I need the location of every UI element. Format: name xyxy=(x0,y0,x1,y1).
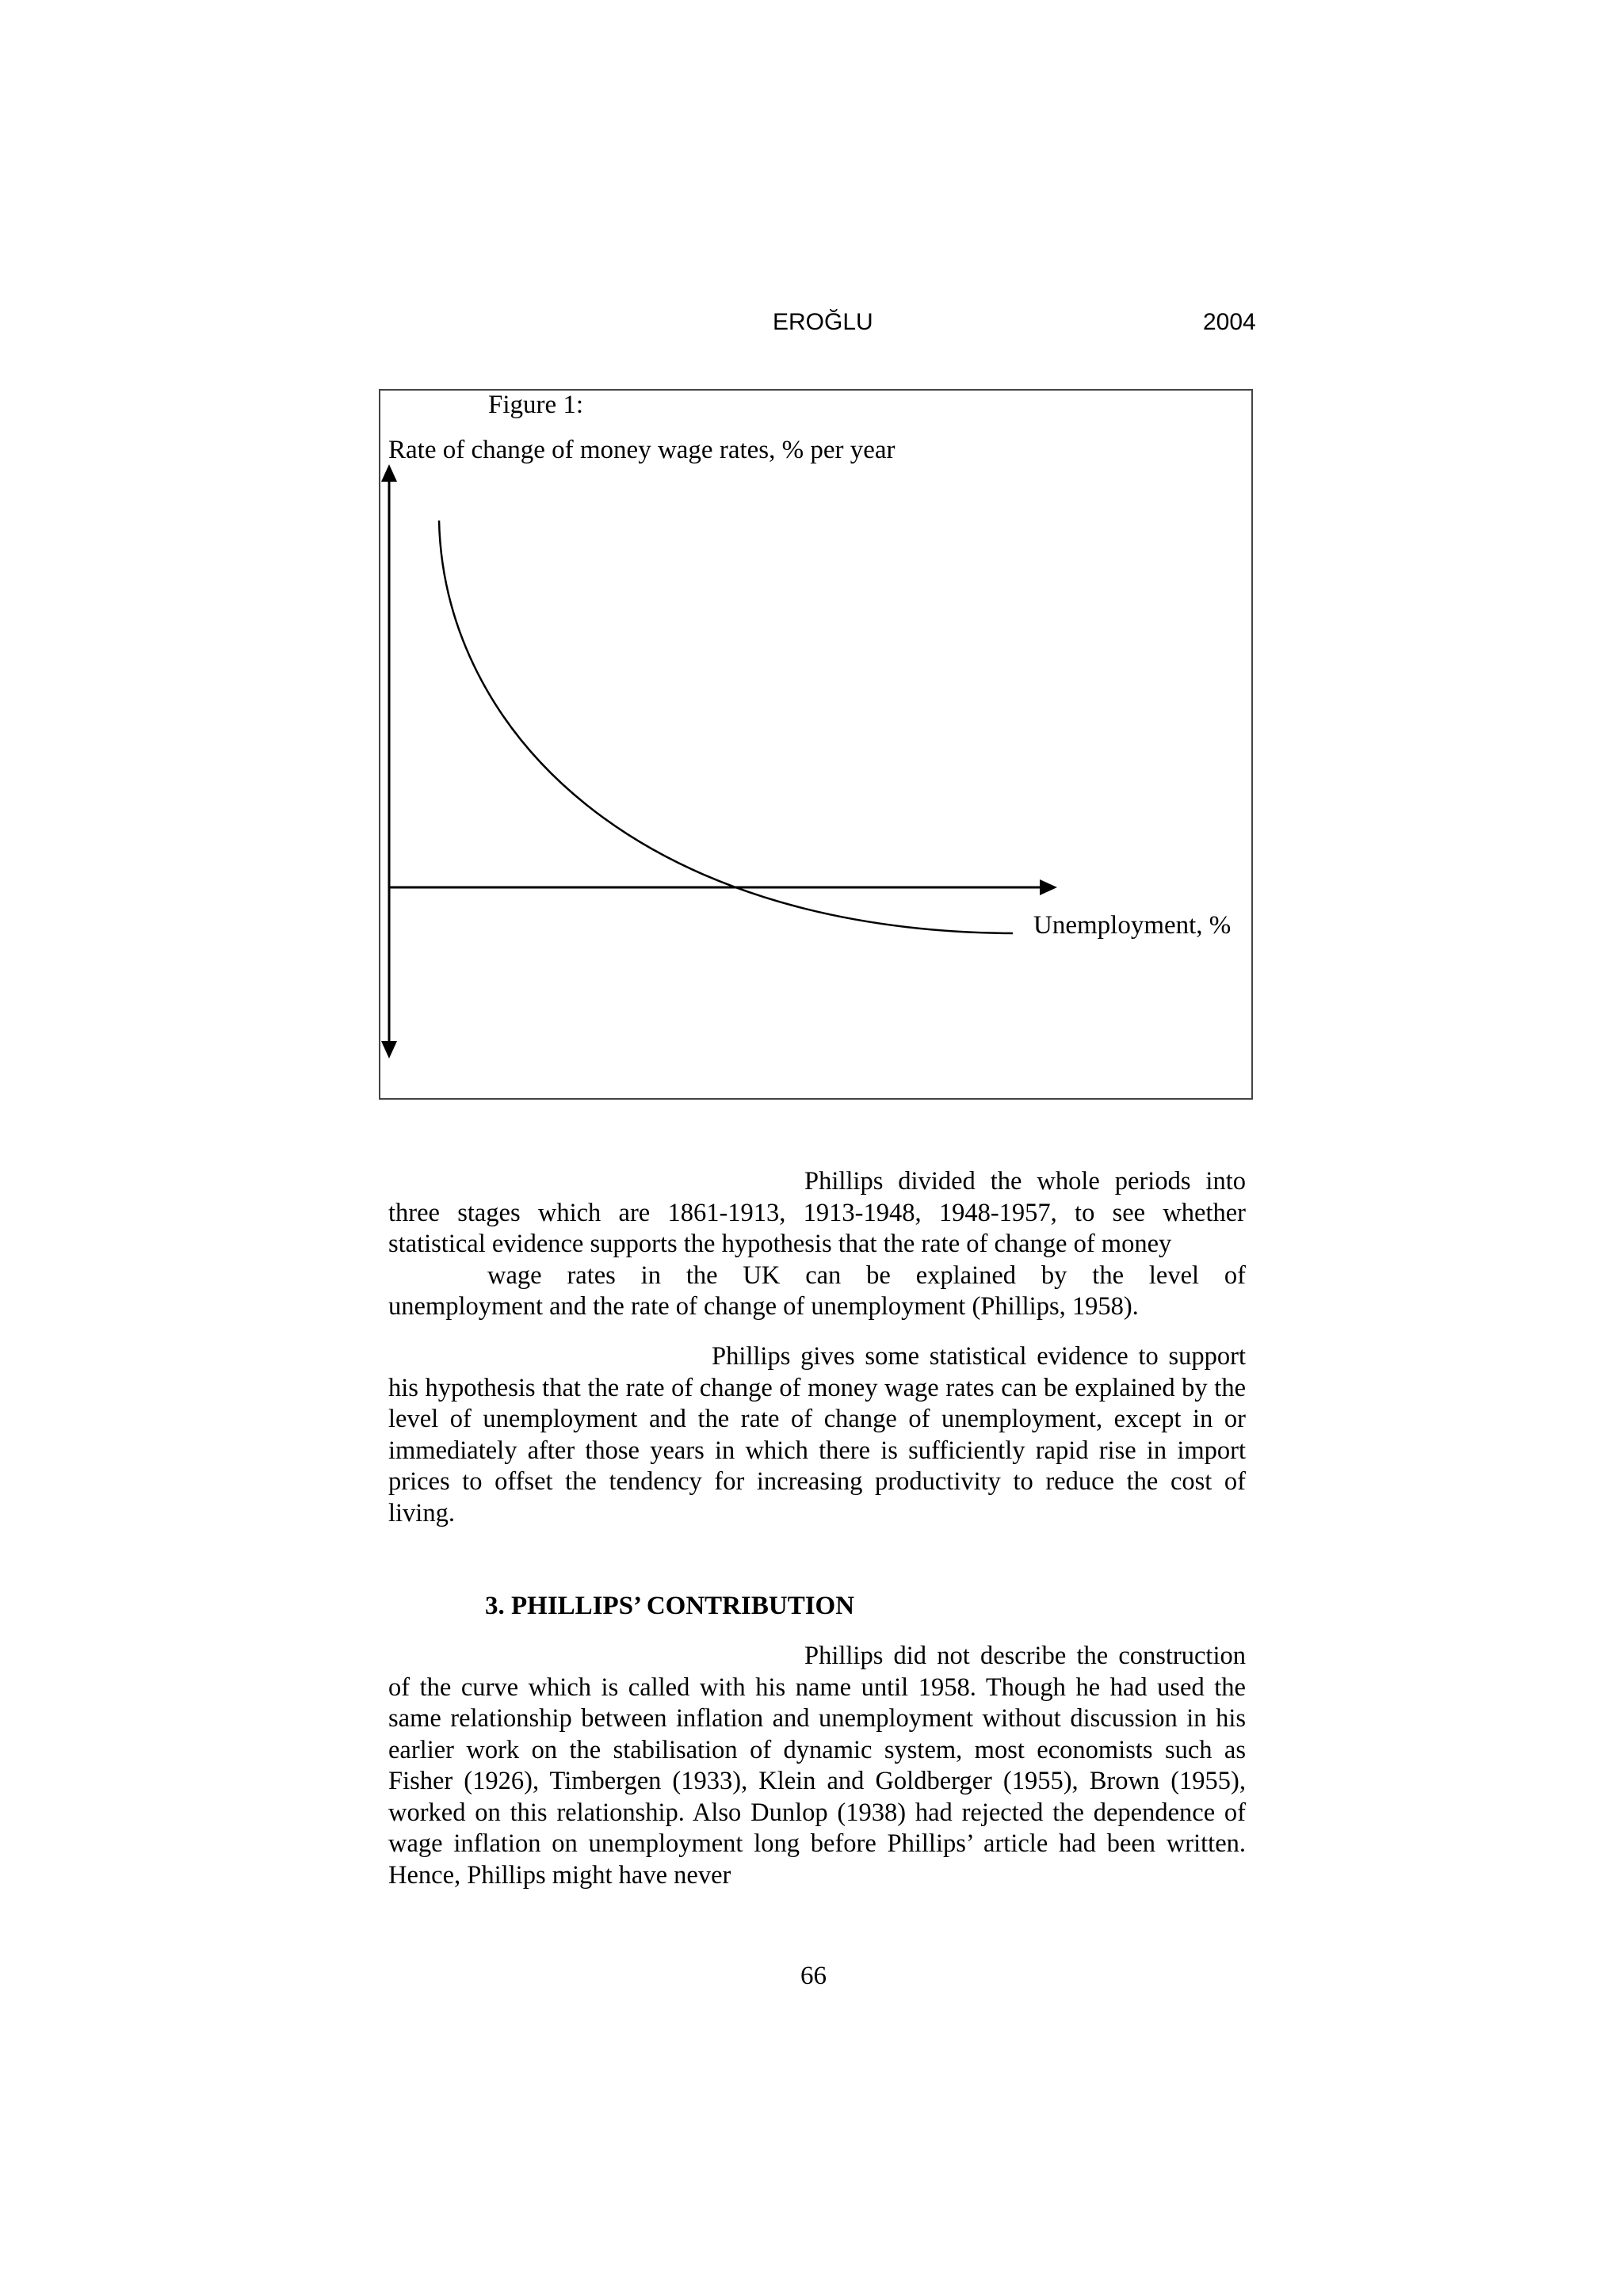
paragraph-1-main: Phillips divided the whole periods into three stages which are 1861-1913, 1913-1948, 1948-1957, to see whether statistical evidence supports the hypothesis that the rate of change of money xyxy=(388,1167,1246,1258)
figure-caption: Figure 1: xyxy=(488,391,584,419)
page-number: 66 xyxy=(800,1962,827,1990)
paragraph-1-indented-line: wage rates in the UK can be explained by the level of xyxy=(487,1261,1246,1290)
figure-frame xyxy=(379,389,1253,1100)
figure-x-axis-label: Unemployment, % xyxy=(1033,911,1232,940)
paragraph-1 xyxy=(388,1166,1246,1323)
paragraph-2: Phillips gives some statistical evidence to support his hypothesis that the rate of change of money wage rates can be explained by the level of unemployment and the rate of change of unemployment, except in or immediately after those years in which there is sufficiently rapid rise in import prices to offset the tendency for increasing productivity to reduce the cost of living. xyxy=(388,1342,1246,1527)
section-heading: 3. PHILLIPS’ CONTRIBUTION xyxy=(485,1592,855,1620)
running-header-year: 2004 xyxy=(1203,309,1256,335)
running-header-author: EROĞLU xyxy=(773,309,873,335)
paragraph-1-last-line: unemployment and the rate of change of unemployment (Phillips, 1958). xyxy=(388,1292,1139,1321)
paragraph-3: Phillips did not describe the construction of the curve which is called with his name until 1958. Though he had used the same relationship between inflation and unemployment without discussion in his earlier work on the stabilisation of dynamic system, most economists such as Fisher (1926), Timbergen (1933), Klein and Goldberger (1955), Brown (1955), worked on this relationship. Also Dunlop (1938) had rejected the dependence of wage inflation on unemployment long before Phillips’ article had been written. Hence, Phillips might have never xyxy=(388,1642,1246,1890)
figure-y-axis-label: Rate of change of money wage rates, % per year xyxy=(388,436,896,464)
